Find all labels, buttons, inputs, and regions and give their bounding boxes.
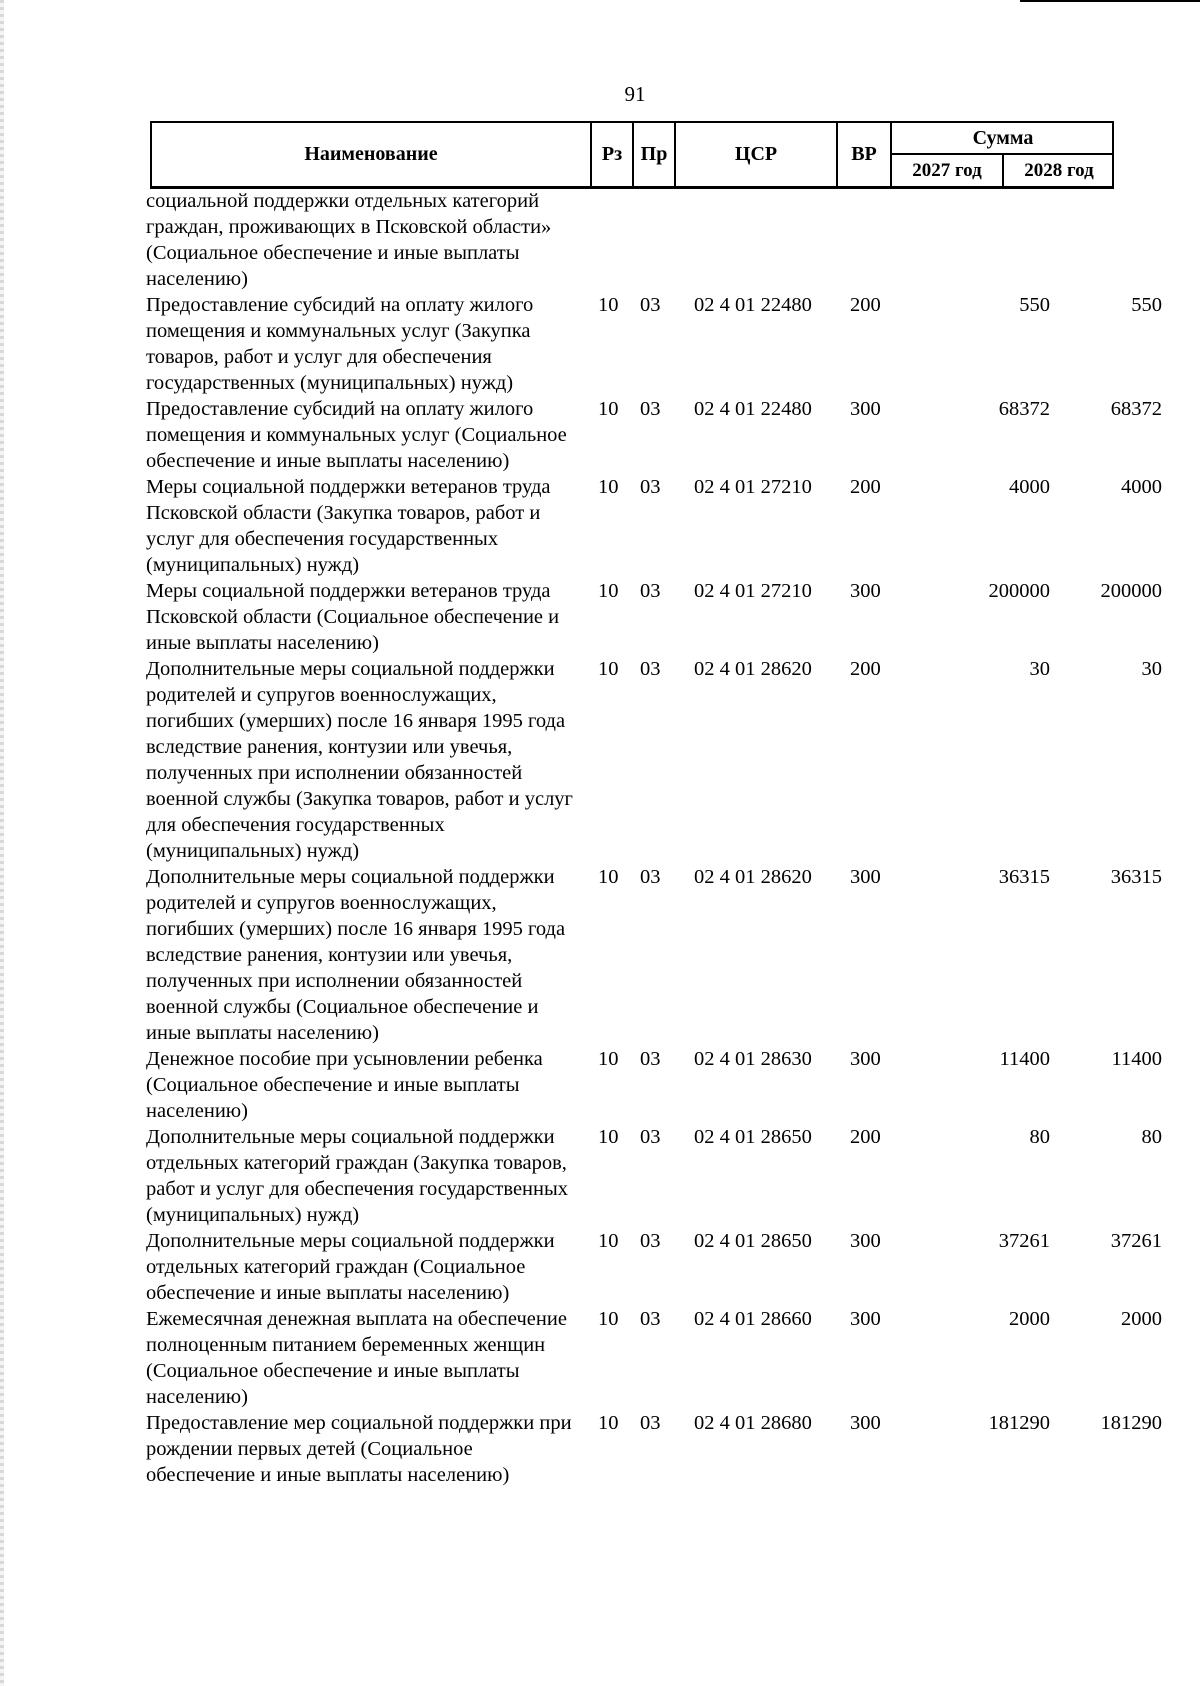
row-sum-2027: 181290 <box>988 1412 1050 1434</box>
row-pr: 03 <box>640 1412 661 1434</box>
row-pr: 03 <box>640 1126 661 1148</box>
table-row <box>146 1046 1162 1124</box>
header-year-2027: 2027 год <box>892 155 1004 186</box>
table-row <box>146 656 1162 864</box>
header-csr: ЦСР <box>676 123 838 186</box>
row-sum-2027: 200000 <box>988 580 1050 602</box>
row-sum-2027: 4000 <box>1009 476 1050 498</box>
row-name: Дополнительные меры социальной поддержки отдельных категорий граждан (Закупка товаров, работ и услуг для обеспечения государственных (муниципальных) нужд) <box>146 1126 569 1226</box>
row-csr: 02 4 01 28620 <box>694 658 812 680</box>
row-pr: 03 <box>640 580 661 602</box>
row-vr: 300 <box>850 1230 881 1252</box>
row-rz: 10 <box>598 1412 619 1434</box>
row-sum-2028: 181290 <box>1100 1412 1162 1434</box>
row-sum-2028: 68372 <box>1110 398 1162 420</box>
row-name: Денежное пособие при усыновлении ребенка (Социальное обеспечение и иные выплаты населению) <box>146 1048 543 1122</box>
table-row <box>146 1228 1162 1306</box>
row-sum-2028: 550 <box>1131 294 1162 316</box>
row-pr: 03 <box>640 1048 661 1070</box>
scan-edge <box>0 0 4 1686</box>
row-pr: 03 <box>640 1308 661 1330</box>
row-name: Предоставление субсидий на оплату жилого помещения и коммунальных услуг (Закупка товаров, работ и услуг для обеспечения государственных (муниципальных) нужд) <box>146 294 534 394</box>
header-rz: Рз <box>592 123 634 186</box>
table-row <box>146 188 1116 292</box>
row-rz: 10 <box>598 1308 619 1330</box>
row-csr: 02 4 01 22480 <box>694 294 812 316</box>
row-sum-2028: 200000 <box>1100 580 1162 602</box>
row-name: Дополнительные меры социальной поддержки отдельных категорий граждан (Социальное обеспечение и иные выплаты населению) <box>146 1230 555 1304</box>
row-vr: 200 <box>850 658 881 680</box>
row-csr: 02 4 01 28650 <box>694 1126 812 1148</box>
row-sum-2027: 80 <box>1029 1126 1050 1148</box>
row-sum-2028: 37261 <box>1110 1230 1162 1252</box>
table-row <box>146 396 1162 474</box>
row-pr: 03 <box>640 398 661 420</box>
row-name: Предоставление субсидий на оплату жилого помещения и коммунальных услуг (Социальное обеспечение и иные выплаты населению) <box>146 398 567 472</box>
table-row <box>146 1124 1162 1228</box>
table-row <box>146 292 1162 396</box>
row-rz: 10 <box>598 580 619 602</box>
row-name: Предоставление мер социальной поддержки при рождении первых детей (Социальное обеспечение и иные выплаты населению) <box>146 1412 572 1486</box>
row-pr: 03 <box>640 294 661 316</box>
row-name: социальной поддержки отдельных категорий граждан, проживающих в Псковской области» (Социальное обеспечение и иные выплаты населению) <box>146 190 552 290</box>
row-name: Ежемесячная денежная выплата на обеспечение полноценным питанием беременных женщин (Социальное обеспечение и иные выплаты населению) <box>146 1308 567 1408</box>
row-csr: 02 4 01 28620 <box>694 866 812 888</box>
row-csr: 02 4 01 27210 <box>694 476 812 498</box>
row-vr: 300 <box>850 866 881 888</box>
row-vr: 200 <box>850 476 881 498</box>
table-row <box>146 474 1162 578</box>
row-csr: 02 4 01 28660 <box>694 1308 812 1330</box>
row-csr: 02 4 01 27210 <box>694 580 812 602</box>
row-sum-2027: 11400 <box>999 1048 1050 1070</box>
row-rz: 10 <box>598 398 619 420</box>
row-csr: 02 4 01 28650 <box>694 1230 812 1252</box>
table-row <box>146 1306 1162 1410</box>
row-vr: 200 <box>850 1126 881 1148</box>
row-vr: 300 <box>850 580 881 602</box>
row-rz: 10 <box>598 1126 619 1148</box>
row-csr: 02 4 01 22480 <box>694 398 812 420</box>
row-sum-2028: 80 <box>1141 1126 1162 1148</box>
row-rz: 10 <box>598 476 619 498</box>
row-name: Меры социальной поддержки ветеранов труда Псковской области (Закупка товаров, работ и услуг для обеспечения государственных (муниципальных) нужд) <box>146 476 551 576</box>
row-vr: 300 <box>850 1048 881 1070</box>
row-sum-2028: 2000 <box>1121 1308 1162 1330</box>
top-rule <box>1020 0 1200 2</box>
row-pr: 03 <box>640 476 661 498</box>
row-sum-2027: 68372 <box>998 398 1050 420</box>
row-name: Дополнительные меры социальной поддержки родителей и супругов военнослужащих, погибших (умерших) после 16 января 1995 года вследствие ранения, контузии или увечья, полученных при исполнении обязанностей военной службы (Закупка товаров, работ и услуг для обеспечения государственных (муниципальных) нужд) <box>146 658 573 862</box>
page-number: 91 <box>624 82 646 106</box>
row-rz: 10 <box>598 1048 619 1070</box>
table-row <box>146 1410 1162 1488</box>
row-sum-2027: 2000 <box>1009 1308 1050 1330</box>
table-header <box>150 121 1114 189</box>
row-rz: 10 <box>598 658 619 680</box>
header-name: Наименование <box>152 123 592 186</box>
row-name: Меры социальной поддержки ветеранов труда Псковской области (Социальное обеспечение и иные выплаты населению) <box>146 580 560 654</box>
table-row <box>146 864 1162 1046</box>
header-pr: Пр <box>634 123 676 186</box>
header-sum-label: Сумма <box>892 123 1114 155</box>
header-vr: ВР <box>838 123 892 186</box>
header-year-2028: 2028 год <box>1024 159 1094 181</box>
row-sum-2028: 11400 <box>1111 1048 1162 1070</box>
row-sum-2027: 37261 <box>998 1230 1050 1252</box>
row-name: Дополнительные меры социальной поддержки родителей и супругов военнослужащих, погибших (умерших) после 16 января 1995 года вследствие ранения, контузии или увечья, полученных при исполнении обязанностей военной службы (Социальное обеспечение и иные выплаты населению) <box>146 866 566 1044</box>
row-vr: 200 <box>850 294 881 316</box>
row-pr: 03 <box>640 1230 661 1252</box>
row-sum-2027: 30 <box>1029 658 1050 680</box>
row-rz: 10 <box>598 294 619 316</box>
row-sum-2028: 4000 <box>1121 476 1162 498</box>
row-sum-2027: 36315 <box>998 866 1050 888</box>
row-pr: 03 <box>640 866 661 888</box>
row-sum-2028: 36315 <box>1110 866 1162 888</box>
row-sum-2027: 550 <box>1019 294 1050 316</box>
row-sum-2028: 30 <box>1141 658 1162 680</box>
row-csr: 02 4 01 28630 <box>694 1048 812 1070</box>
row-csr: 02 4 01 28680 <box>694 1412 812 1434</box>
row-rz: 10 <box>598 866 619 888</box>
row-rz: 10 <box>598 1230 619 1252</box>
table-row <box>146 578 1162 656</box>
row-pr: 03 <box>640 658 661 680</box>
table-body <box>146 188 1162 1488</box>
row-vr: 300 <box>850 1412 881 1434</box>
row-vr: 300 <box>850 1308 881 1330</box>
row-vr: 300 <box>850 398 881 420</box>
header-sum <box>892 123 1114 186</box>
